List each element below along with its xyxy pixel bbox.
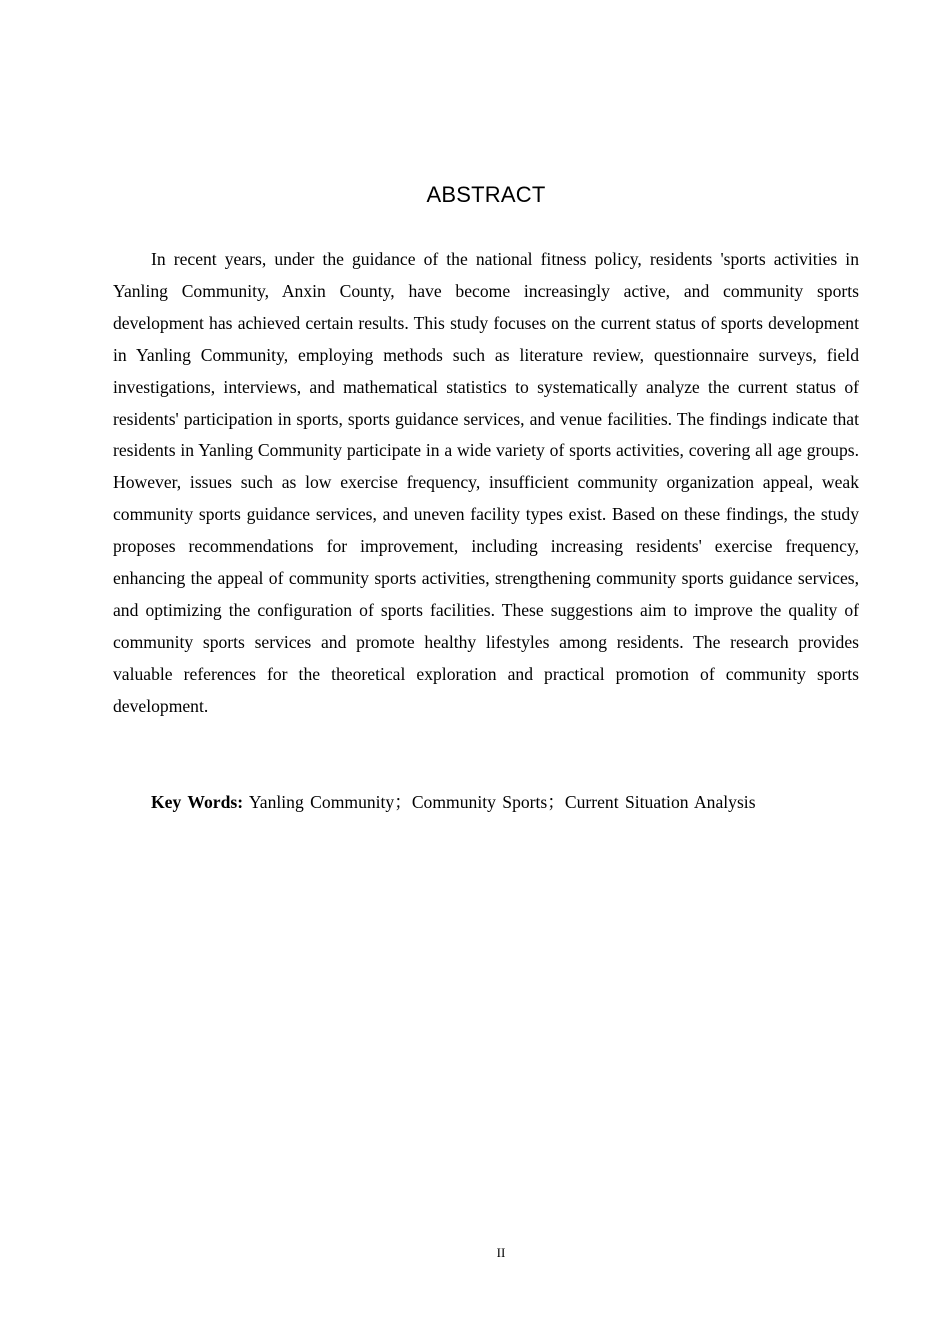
- page-number: II: [496, 1245, 506, 1260]
- keywords-list: Yanling Community；Community Sports；Current Situation Analysis: [248, 792, 756, 812]
- keywords-label: Key Words:: [151, 792, 244, 812]
- abstract-paragraph: In recent years, under the guidance of the national fitness policy, residents 'sports activities in Yanling Community, Anxin County, have become increasingly active, and community sports development has achieved certain results. This study focuses on the current status of sports development in Yanling Community, employing methods such as literature review, questionnaire surveys, field investigations, interviews, and mathematical statistics to systematically analyze the current status of residents' participation in sports, sports guidance services, and venue facilities. The findings indicate that residents in Yanling Community participate in a wide variety of sports activities, covering all age groups. However, issues such as low exercise frequency, insufficient community organization appeal, weak community sports guidance services, and uneven facility types exist. Based on these findings, the study proposes recommendations for improvement, including increasing residents' exercise frequency, enhancing the appeal of community sports activities, strengthening community sports guidance services, and optimizing the configuration of sports facilities. These suggestions aim to improve the quality of community sports services and promote healthy lifestyles among residents. The research provides valuable references for the theoretical exploration and practical promotion of community sports development.: [113, 249, 859, 716]
- abstract-heading: ABSTRACT: [426, 182, 546, 207]
- keywords-line: [113, 787, 859, 819]
